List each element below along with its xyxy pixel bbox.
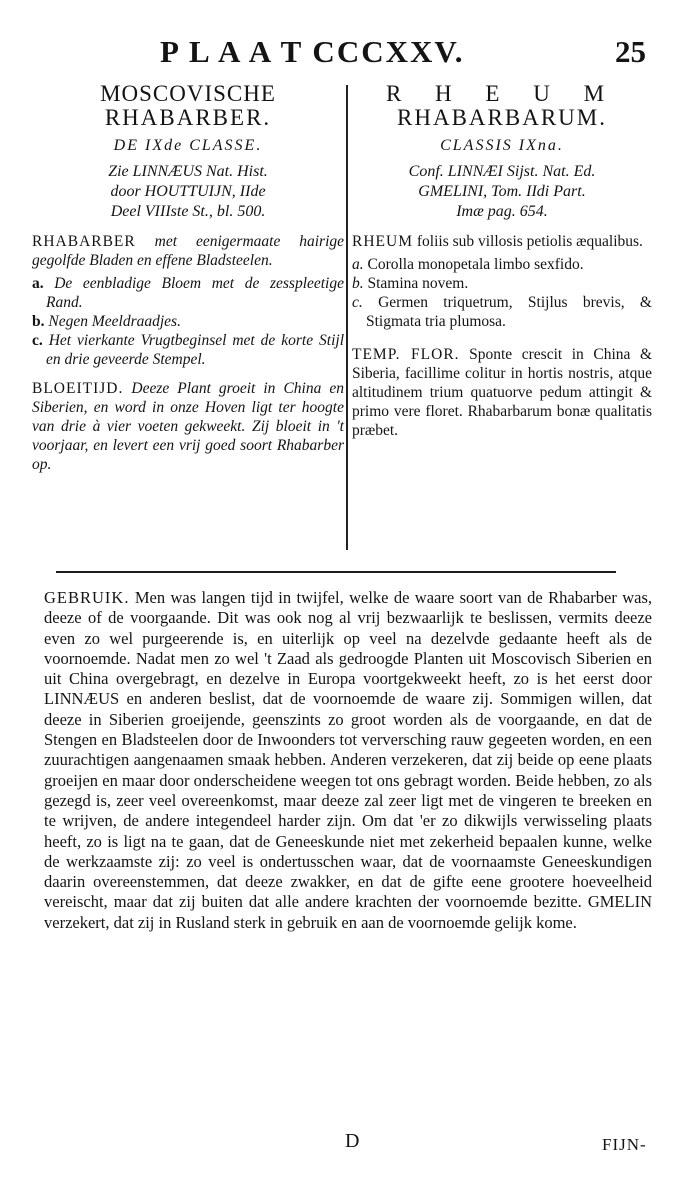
right-classis: CLASSIS IXna. <box>440 137 564 154</box>
left-classis: DE IXde CLASSE. <box>113 137 263 154</box>
left-item-b: b. Negen Meeldraadjes. <box>32 313 181 330</box>
left-items <box>32 274 344 369</box>
left-flowering-time <box>32 379 344 474</box>
body-lead-caps: GEBRUIK. <box>44 588 130 607</box>
right-name-caps: RHEUM <box>352 233 413 250</box>
left-name-description <box>32 232 344 270</box>
left-name-caps: RHABARBER <box>32 233 136 250</box>
right-temp-caps: TEMP. FLOR. <box>352 346 460 363</box>
page-number: 25 <box>615 34 646 69</box>
right-ref-line1: Conf. LINNÆI Sijst. Nat. Ed. <box>408 163 596 180</box>
right-item-a: a. Corolla monopetala limbo sexfido. <box>352 256 584 273</box>
right-title-line2: RHABARBARUM. <box>397 105 607 130</box>
left-ref-line3: Deel VIIIste St., bl. 500. <box>110 203 266 220</box>
right-ref-line2: GMELINI, Tom. IIdi Part. <box>418 183 586 200</box>
right-item-b: b. Stamina novem. <box>352 275 469 292</box>
body-text: Men was langen tijd in twijfel, welke de waare soort van de Rhabarber was, deeze of de voorgaande. Dit was ook nog al vrij bezwaarlijk te beslissen, vermits deeze even zo wel purgeerende is, en uiterlijk op veel na dezelvde gedaante heeft als de voornoemde. Nadat men zo wel 't Zaad als gedroogde Planten uit Moscovisch Siberien en uit China overgebragt, en dezelve in Europa voortgekweekt heeft, zo is het eerst door LINNÆUS en anderen beslist, dat de voornoemde de waare zij. Sommigen willen, dat deeze in Siberien groeijende, geenszints zo groot worden als de voorgaande, en dat de Stengen en Bladsteelen door de Inwoonders tot verversching rauw gegeeten worden, en een zuurachtigen aangenaamen smaak hebben. Anderen verzekeren, dat zij beide op eene plaats groeijen en maar door onderscheidene weegen tot ons gebragt worden. Beide hebben, zo als gezegd is, zeer veel overeenkomst, maar deeze zal zeer ligt met de vingeren te breeken en te wrijven, de andere integendeel harder zijn. Om dat 'er zo dikwijls verwisseling plaats heeft, zo is ligt na te gaan, dat de Geneeskunde niet met zekerheid bepaalen kunne, welke de werkzaamste zij: zo veel is ondertusschen waar, dat de voornaamste Geneeskundigen daarin overeenstemmen, dat deeze zwakker, en dat de gifte eene grootere hoeveelheid vereischt, maar dat zij buiten dat alle andere krachten der voornoemde bezitte. GMELIN verzekert, dat zij in Rusland sterk in gebruik en aan de voornoemde gelijk kome. <box>44 588 653 932</box>
left-reference <box>32 162 344 222</box>
catchword: FIJN- <box>602 1135 647 1154</box>
right-temp-text: Sponte crescit in China & Siberia, facillime colitur in hortis nostris, atque altitudinem trium quatuorve pedum attingit & primo vere floret. Rhabarbarum bonæ qualitatis præbet. <box>352 346 653 439</box>
right-items <box>352 255 652 331</box>
right-column-latin <box>352 82 652 440</box>
left-ref-line2: door HOUTTUIJN, IIde <box>110 183 266 200</box>
right-name-description <box>352 232 652 251</box>
page-header <box>0 30 694 70</box>
right-title-line1: R H E U M <box>385 81 619 106</box>
signature-mark: D <box>345 1130 360 1152</box>
plate-heading: P L A A T CCCXXV. <box>160 34 465 69</box>
right-name-text: foliis sub villosis petiolis æqualibus. <box>416 233 643 250</box>
left-bloei-caps: BLOEITIJD. <box>32 380 124 397</box>
body-paragraph <box>44 588 652 933</box>
left-bloei-text: Deeze Plant groeit in China en Siberien, en word in onze Hoven ligt ter hoogte van drie à vier voeten gekweekt. Zij bloeit in 't voorjaar, en levert een vrij goed soort Rhabarber op. <box>32 380 344 473</box>
left-title-line2: RHABARBER. <box>104 105 272 130</box>
right-ref-line3: Imæ pag. 654. <box>456 203 548 220</box>
right-flowering-time <box>352 345 652 440</box>
left-title-line1: MOSCOVISCHE <box>100 81 276 106</box>
left-ref-line1: Zie LINNÆUS Nat. Hist. <box>108 163 268 180</box>
left-item-a: a. De eenbladige Bloem met de zesspleetige Rand. <box>32 275 344 311</box>
right-item-c: c. Germen triquetrum, Stijlus brevis, & Stigmata tria plumosa. <box>352 294 652 330</box>
column-divider <box>346 85 348 550</box>
left-item-c: c. Het vierkante Vrugtbeginsel met de korte Stijl en drie geveerde Stempel. <box>32 332 345 368</box>
left-column-dutch <box>32 82 344 474</box>
right-reference <box>352 162 652 222</box>
left-name-text: met eenigermaate hairige gegolfde Bladen en effene Bladsteelen. <box>32 233 345 269</box>
section-rule <box>56 571 616 573</box>
